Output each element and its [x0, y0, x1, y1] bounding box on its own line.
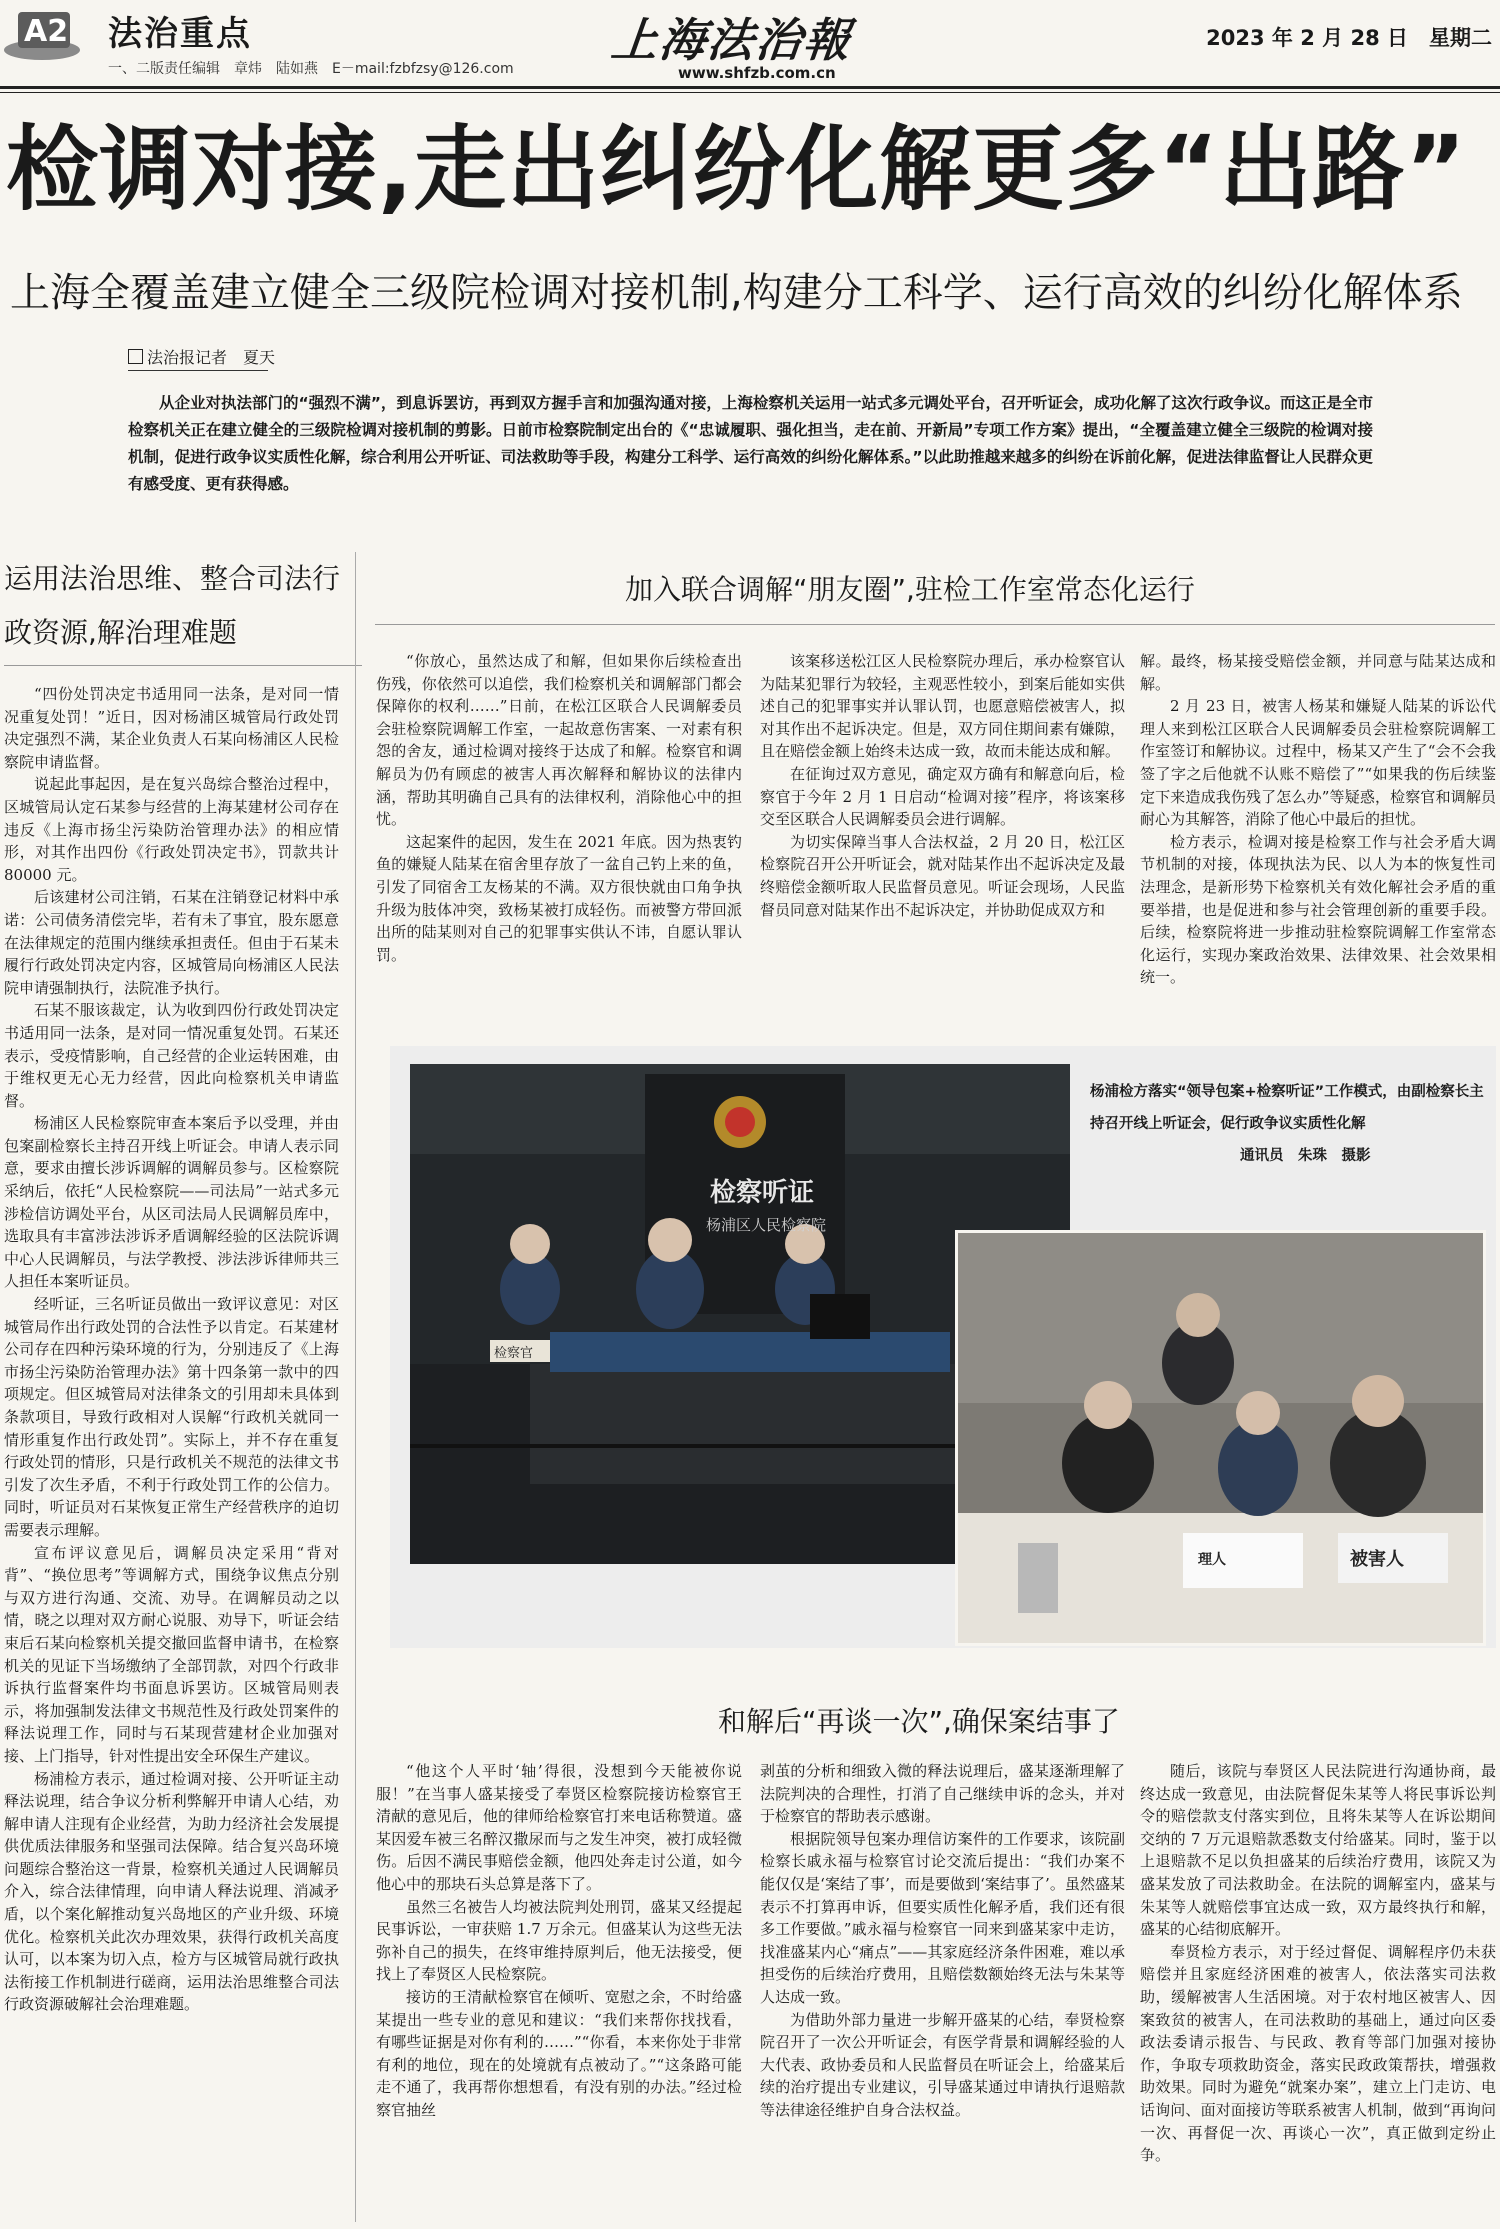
article-subheadline: 上海全覆盖建立健全三级院检调对接机制,构建分工科学、运行高效的纠纷化解体系	[10, 270, 1463, 316]
column-6	[760, 1760, 1125, 2225]
paragraph: 奉贤检方表示，对于经过督促、调解程序仍未获赔偿并且家庭经济困难的被害人，依法落实司法救助，缓解被害人生活困境。对于农村地区被害人、因案致贫的被害人，在司法救助的基础上，通过向区委政法委请示报告、与民政、教育等部门加强对接协作，争取专项救助资金，落实民政政策帮扶，增强救助效果。同时为避免“就案办案”，建立上门走访、电话询问、面对面接访等联系被害人机制，做到“再询问一次、再督促一次、再谈心一次”，真正做到定纷止争。	[1140, 1942, 1496, 2165]
paragraph: 宣布评议意见后，调解员决定采用“背对背”、“换位思考”等调解方式，围绕争议焦点分别与双方进行沟通、交流、劝导。在调解员动之以情，晓之以理对双方耐心说服、劝导下，听证会结束后石某向检察机关提交撤回监督申请书，在检察机关的见证下当场缴纳了全部罚款，对四个行政非诉执行监督案件均书面息诉罢访。区城管局则表示，将加强制发法律文书规范性及行政处罚案件的释法说理工作，同时与石某现营建材企业加强对接、上门指导，针对性提出安全环保生产建议。	[4, 1543, 339, 1765]
issue-date: 2023 年 2 月 28 日 星期二	[1206, 26, 1492, 50]
paragraph: “你放心，虽然达成了和解，但如果你后续检查出伤残，你依然可以追偿，我们检察机关和调解部门都会保障你的权利……”日前，在松江区联合人民调解委员会驻检察院调解工作室，一起故意伤害案、一对素有积怨的舍友，通过检调对接终于达成了和解。检察官和调解员为仍有顾虑的被害人再次解释和解协议的法律内涵，帮助其明确自己具有的法律权利，消除他心中的担忧。	[376, 652, 742, 829]
article-lead: 从企业对执法部门的“强烈不满”，到息诉罢访，再到双方握手言和加强沟通对接，上海检察机关运用一站式多元调处平台，召开听证会，成功化解了这次行政争议。而这正是全市检察机关正在建立健全的三级院检调对接机制的剪影。日前市检察院制定出台的《“忠诚履职、强化担当，走在前、开新局”专项工作方案》提出，“全覆盖建立健全三级院的检调对接机制，促进行政争议实质性化解，综合利用公开听证、司法救助等手段，构建分工科学、运行高效的纠纷化解体系。”以此助推越来越多的纠纷在诉前化解，促进法律监督让人民群众更有感受度、更有获得感。	[128, 394, 1373, 493]
column-5	[376, 1760, 742, 2225]
website-link[interactable]: www.shfzb.com.cn	[678, 64, 836, 82]
paragraph: 2 月 23 日，被害人杨某和嫌疑人陆某的诉讼代理人来到松江区联合人民调解委员会驻检察院调解工作室签订和解协议。过程中，杨某又产生了“会不会我签了字之后他就不认账不赔偿了”“如果我的伤后续鉴定下来造成我伤残了怎么办”等疑惑，检察官和调解员耐心为其解答，消除了他心中最后的担忧。	[1140, 697, 1496, 829]
paragraph: 后该建材公司注销，石某在注销登记材料中承诺：公司债务清偿完毕，若有未了事宜，股东愿意在法律规定的范围内继续承担责任。但由于石某未履行行政处罚决定内容，区城管局向杨浦区人民法院申请强制执行，法院准予执行。	[4, 888, 339, 997]
caption-text: 杨浦检方落实“领导包案+检察听证”工作模式，由副检察长主持召开线上听证会，促行政争议实质性化解	[1090, 1084, 1484, 1132]
byline-text: 法治报记者 夏天	[147, 348, 276, 367]
masthead-rule	[0, 86, 1500, 89]
page-number: A2	[24, 14, 69, 49]
masthead-rule-thin	[0, 92, 1500, 93]
column-4	[1140, 650, 1496, 1040]
nameplate-victim: 被害人	[1350, 1549, 1404, 1570]
photo-credit: 通讯员 朱珠 摄影	[1240, 1148, 1371, 1164]
byline-rule	[128, 370, 268, 371]
paragraph: “四份处罚决定书适用同一法条，是对同一情况重复处罚！”近日，因对杨浦区城管局行政处罚决定强烈不满，某企业负责人石某向杨浦区人民检察院申请监督。	[4, 685, 339, 771]
paragraph: 虽然三名被告人均被法院判处刑罚，盛某又经提起民事诉讼，一审获赔 1.7 万余元。但盛某认为这些无法弥补自己的损失，在终审维持原判后，他无法接受，便找上了奉贤区人民检察院。	[376, 1897, 742, 1984]
newspaper-logo: 上海法治報	[608, 13, 855, 67]
byline	[128, 345, 275, 368]
column-1	[4, 683, 339, 2223]
section-heading-2: 加入联合调解“朋友圈”,驻检工作室常态化运行	[625, 573, 1195, 606]
paragraph: 该案移送松江区人民检察院办理后，承办检察官认为陆某犯罪行为较轻，主观恶性较小，到案后能如实供述自己的犯罪事实并认罪认罚，也愿意赔偿被害人，拟对其作出不起诉决定。但是，双方同住期间素有嫌隙，且在赔偿金额上始终未达成一致，故而未能达成和解。	[760, 652, 1125, 761]
paragraph: “他这个人平时‘轴’得很，没想到今天能被你说服！”在当事人盛某接受了奉贤区检察院接访检察官王清献的意见后，他的律师给检察官打来电话称赞道。盛某因爱车被三名醉汉撒尿而与之发生冲突，被打成轻微伤。后因不满民事赔偿金额，他四处奔走讨公道，如今他心中的那块石头总算是落下了。	[376, 1762, 742, 1893]
paragraph: 随后，该院与奉贤区人民法院进行沟通协商，最终达成一致意见，由法院督促朱某等人将民事诉讼判令的赔偿款支付落实到位，且将朱某等人在诉讼期间交纳的 7 万元退赔款悉数支付给盛某。同时，鉴于以上退赔款不足以负担盛某的后续治疗费用，该院又为盛某发放了司法救助金。在法院的调解室内，盛某与朱某等人就赔偿事宜达成一致，双方最终执行和解，盛某的心结彻底解开。	[1140, 1762, 1496, 1939]
paragraph: 解。最终，杨某接受赔偿金额，并同意与陆某达成和解。	[1140, 652, 1496, 693]
nameplate-prosecutor: 检察官	[494, 1346, 534, 1361]
mediation-photo	[955, 1230, 1486, 1646]
section-rule-1	[4, 665, 362, 666]
section-heading-3: 和解后“再谈一次”,确保案结事了	[718, 1705, 1120, 1738]
paragraph: 检方表示，检调对接是检察工作与社会矛盾大调节机制的对接，体现执法为民、以人为本的恢复性司法理念，是新形势下检察机关有效化解社会矛盾的重要举措，也是促进和参与社会管理创新的重要手段。后续，检察院将进一步推动驻检察院调解工作室常态化运行，实现办案政治效果、法律效果、社会效果相统一。	[1140, 832, 1496, 987]
section-heading-1: 运用法治思维、整合司法行政资源,解治理难题	[4, 562, 341, 649]
paragraph: 杨浦区人民检察院审查本案后予以受理，并由包案副检察长主持召开线上听证会。申请人表示同意，要求由擅长涉诉调解的调解员参与。区检察院采纳后，依托“人民检察院——司法局”一站式多元涉检信访调处平台，从区司法局人民调解员库中，选取具有丰富涉法涉诉矛盾调解经验的区法院诉调中心人民调解员，与法学教授、涉法涉诉律师共三人担任本案听证员。	[4, 1114, 339, 1291]
nameplate-agent: 理人	[1198, 1552, 1226, 1568]
editor-credits: 一、二版责任编辑 章炜 陆如燕 E－mail:fzbfzsy@126.com	[108, 61, 514, 77]
page-number-badge	[2, 8, 88, 62]
section-title: 法治重点	[108, 14, 252, 54]
paragraph: 根据院领导包案办理信访案件的工作要求，该院副检察长戚永福与检察官讨论交流后提出：“我们办案不能仅仅是‘案结了事’，而是要做到‘案结事了’。虽然盛某表示不打算再申诉，但要实质性化解矛盾，我们还有很多工作要做。”戚永福与检察官一同来到盛某家中走访，找准盛某内心“痛点”——其家庭经济条件困难，难以承担受伤的后续治疗费用，且赔偿数额始终无法与朱某等人达成一致。	[760, 1829, 1125, 2006]
paragraph: 说起此事起因，是在复兴岛综合整治过程中，区城管局认定石某参与经营的上海某建材公司存在违反《上海市扬尘污染防治管理办法》的相应情形，对其作出四份《行政处罚决定书》，罚款共计 80000 元。	[4, 775, 339, 884]
paragraph: 剥茧的分析和细致入微的释法说理后，盛某逐渐理解了法院判决的合理性，打消了自己继续申诉的念头，并对于检察官的帮助表示感谢。	[760, 1762, 1125, 1826]
paragraph: 这起案件的起因，发生在 2021 年底。因为热衷钓鱼的嫌疑人陆某在宿舍里存放了一盆自己钓上来的鱼，引发了同宿舍工友杨某的不满。双方很快就由口角争执升级为肢体冲突，致杨某被打成轻伤。而被警方带回派出所的陆某则对自己的犯罪事实供认不讳，自愿认罪认罚。	[376, 832, 742, 964]
backdrop-subtitle: 杨浦区人民检察院	[706, 1216, 827, 1234]
paragraph: 石某不服该裁定，认为收到四份行政处罚决定书适用同一法条，是对同一情况重复处罚。石某还表示，受疫情影响，自己经营的企业运转困难，由于维权更无心无力经营，因此向检察机关申请监督。	[4, 1001, 339, 1110]
paragraph: 为切实保障当事人合法权益，2 月 20 日，松江区检察院召开公开听证会，就对陆某作出不起诉决定及最终赔偿金额听取人民监督员意见。听证会现场，人民监督员同意对陆某作出不起诉决定，并协助促成双方和	[760, 832, 1125, 919]
paragraph: 经听证，三名听证员做出一致评议意见：对区城管局作出行政处罚的合法性予以肯定。石某建材公司存在四种污染环境的行为，分别违反了《上海市扬尘污染防治管理办法》第十四条第一款中的四项规定。但区城管局对法律条文的引用却未具体到条款项目，导致行政相对人误解“行政机关就同一情形重复作出行政处罚”。实际上，并不存在重复行政处罚的情形，只是行政机关不规范的法律文书引发了次生矛盾，不利于行政处罚工作的公信力。同时，听证员对石某恢复正常生产经营秩序的迫切需要表示理解。	[4, 1295, 339, 1539]
column-7	[1140, 1760, 1496, 2225]
paragraph: 接访的王清献检察官在倾听、宽慰之余，不时给盛某提出一些专业的意见和建议：“我们来帮你找找看，有哪些证据是对你有利的……”“你看，本来你处于非常有利的地位，现在的处境就有点被动了。”“这条路可能走不通了，我再帮你想想看，有没有别的办法。”经过检察官抽丝	[376, 1987, 742, 2119]
section-rule-2	[375, 624, 1495, 625]
article-headline: 检调对接,走出纠纷化解更多“出路”	[6, 116, 1467, 223]
byline-box-icon	[128, 349, 143, 364]
backdrop-title: 检察听证	[710, 1178, 815, 1208]
photo-caption	[1090, 1076, 1486, 1172]
column-3	[760, 650, 1125, 1040]
paragraph: 为借助外部力量进一步解开盛某的心结，奉贤检察院召开了一次公开听证会，有医学背景和调解经验的人大代表、政协委员和人民监督员在听证会上，给盛某后续的治疗提出专业建议，引导盛某通过申请执行退赔款等法律途径维护自身合法权益。	[760, 2010, 1125, 2119]
column-2	[376, 650, 742, 1040]
column-divider	[355, 552, 356, 2222]
paragraph: 杨浦检方表示，通过检调对接、公开听证主动释法说理，结合争议分析利弊解开申请人心结，劝解申请人注现有企业经营，为助力经济社会发展提供优质法律服务和坚强司法保障。结合复兴岛环境问题综合整治这一背景，检察机关通过人民调解员介入，综合法律情理，向申请人释法说理、消减矛盾，以个案化解推动复兴岛地区的产业升级、环境优化。检察机关此次办理效果，获得行政机关高度认可，以本案为切入点，检方与区城管局就行政执法衔接工作机制进行磋商，运用法治思维整合司法行政资源破解社会治理难题。	[4, 1769, 339, 2014]
paragraph: 在征询过双方意见，确定双方确有和解意向后，检察官于今年 2 月 1 日启动“检调对接”程序，将该案移交至区联合人民调解委员会进行调解。	[760, 764, 1125, 829]
